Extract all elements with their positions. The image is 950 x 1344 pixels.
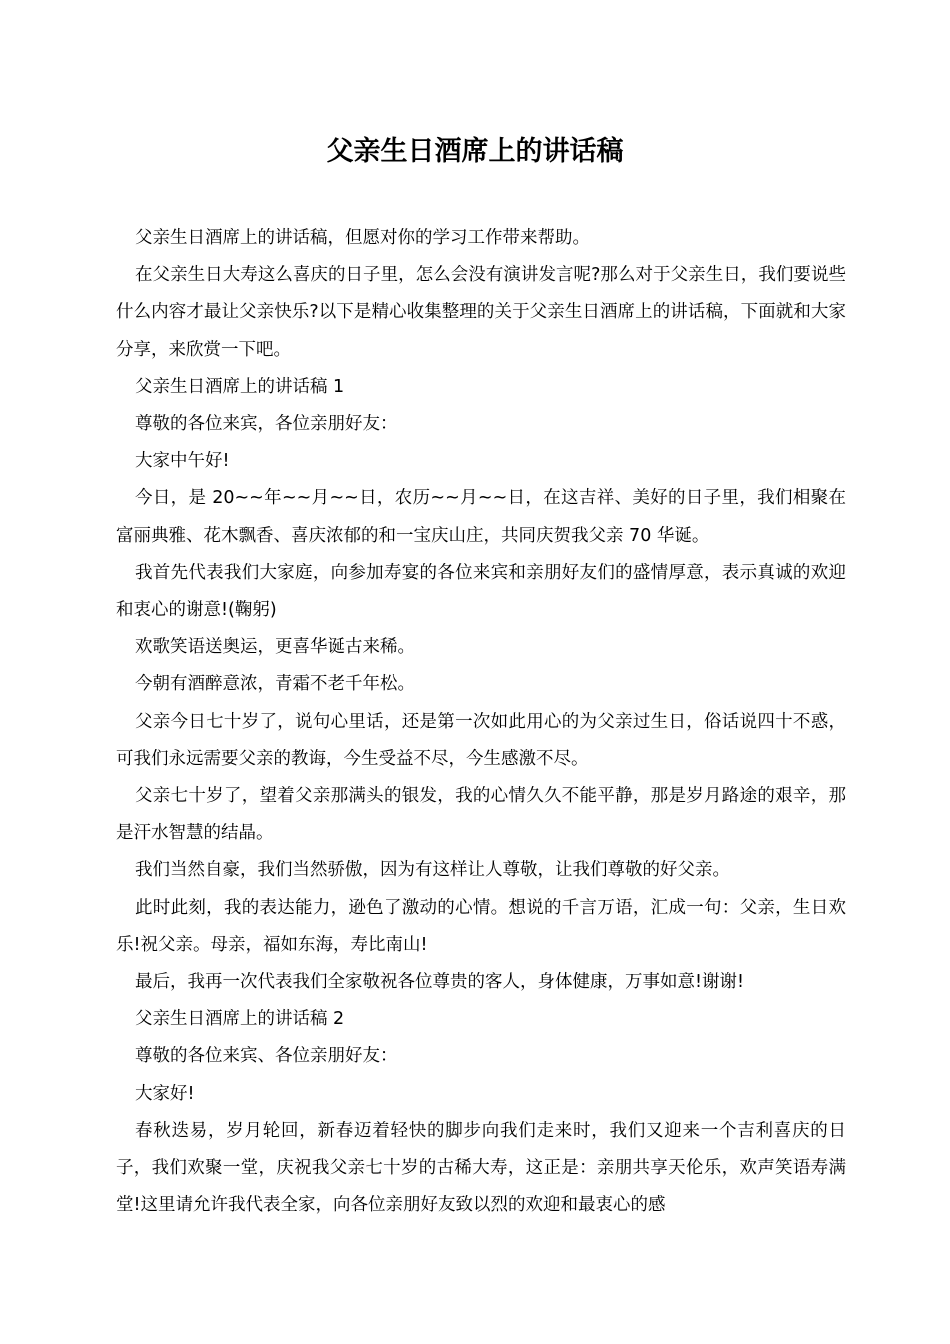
paragraph: 父亲今日七十岁了，说句心里话，还是第一次如此用心的为父亲过生日，俗话说四十不惑，可我们永远需要父亲的教诲，今生受益不尽，今生感激不尽。 xyxy=(116,711,846,769)
paragraph: 春秋迭易，岁月轮回，新春迈着轻快的脚步向我们走来时，我们又迎来一个吉利喜庆的日子，我们欢聚一堂，庆祝我父亲七十岁的古稀大寿，这正是：亲朋共享天伦乐，欢声笑语寿满堂!这里请允许我代表全家，向各位亲朋好友致以烈的欢迎和最衷心的感 xyxy=(116,1120,846,1216)
paragraph: 父亲生日酒席上的讲话稿，但愿对你的学习工作带来帮助。 xyxy=(135,228,590,248)
paragraph: 我首先代表我们大家庭，向参加寿宴的各位来宾和亲朋好友们的盛情厚意，表示真诚的欢迎和衷心的谢意!(鞠躬) xyxy=(116,562,846,621)
salutation: 尊敬的各位来宾，各位亲朋好友： xyxy=(135,414,398,435)
section-heading: 父亲生日酒席上的讲话稿 1 xyxy=(135,376,345,397)
paragraph: 今日，是 20~~年~~月~~日，农历~~月~~日，在这吉祥、美好的日子里，我们相聚在富丽典雅、花木飘香、喜庆浓郁的和一宝庆山庄，共同庆贺我父亲 70 华诞。 xyxy=(116,488,846,546)
paragraph: 最后，我再一次代表我们全家敬祝各位尊贵的客人，身体健康，万事如意!谢谢! xyxy=(135,972,745,993)
paragraph: 在父亲生日大寿这么喜庆的日子里，怎么会没有演讲发言呢?那么对于父亲生日，我们要说些什么内容才最让父亲快乐?以下是精心收集整理的关于父亲生日酒席上的讲话稿，下面就和大家分享，来欣赏一下吧。 xyxy=(116,265,846,360)
paragraph: 此时此刻，我的表达能力，逊色了激动的心情。想说的千言万语，汇成一句：父亲，生日欢乐!祝父亲。母亲，福如东海，寿比南山! xyxy=(116,897,846,955)
greeting: 大家中午好! xyxy=(135,451,230,472)
paragraph: 父亲七十岁了，望着父亲那满头的银发，我的心情久久不能平静，那是岁月路途的艰辛，那是汗水智慧的结晶。 xyxy=(116,786,846,844)
verse-line: 今朝有酒醉意浓，青霜不老千年松。 xyxy=(135,674,415,695)
paragraph: 我们当然自豪，我们当然骄傲，因为有这样让人尊敬，让我们尊敬的好父亲。 xyxy=(135,860,730,881)
salutation: 尊敬的各位来宾、各位亲朋好友： xyxy=(135,1046,398,1067)
document-title: 父亲生日酒席上的讲话稿 xyxy=(326,136,624,167)
greeting: 大家好! xyxy=(135,1083,195,1104)
document-body xyxy=(116,220,846,1224)
section-heading: 父亲生日酒席上的讲话稿 2 xyxy=(135,1009,345,1030)
verse-line: 欢歌笑语送奥运，更喜华诞古来稀。 xyxy=(135,637,415,658)
